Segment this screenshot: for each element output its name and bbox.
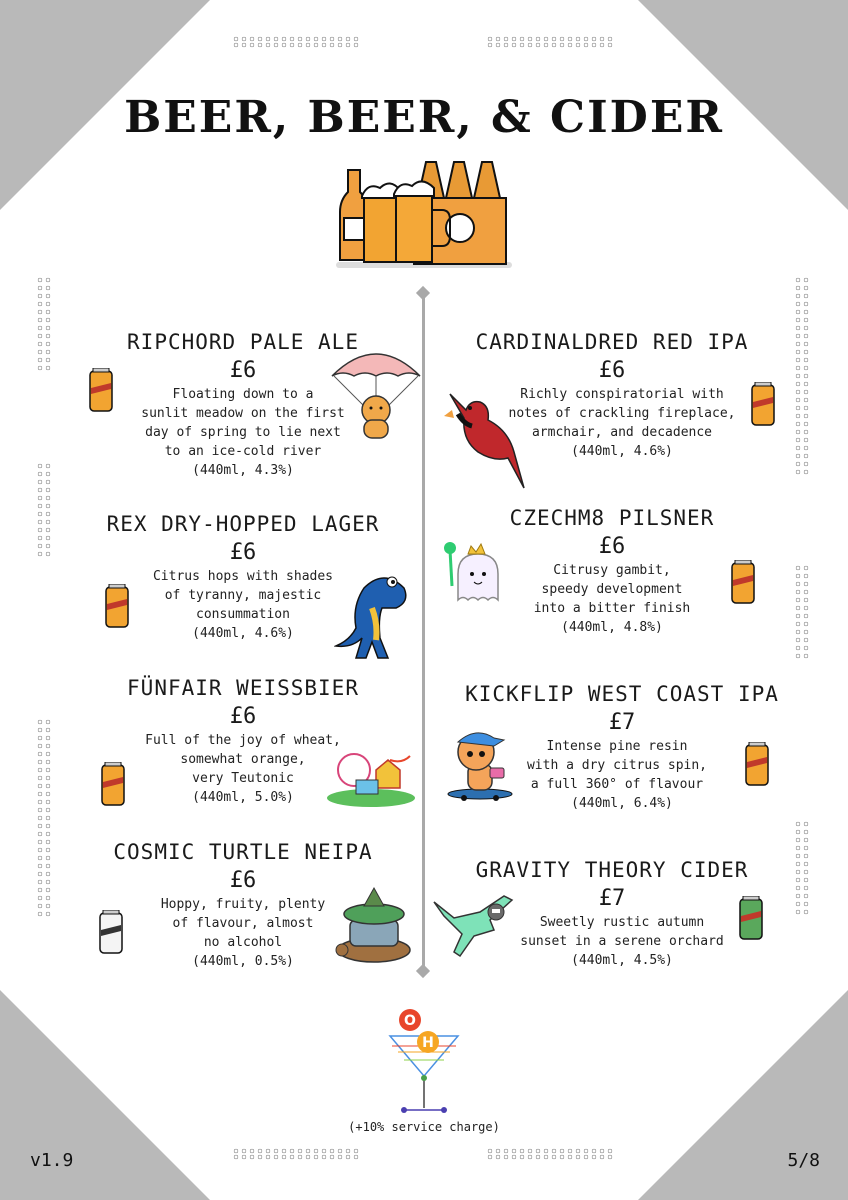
item-price: £6 [229,358,257,383]
item-spec: (440ml, 5.0%) [192,790,294,805]
item-description: Richly conspiratorial with notes of crackling fireplace, armchair, and decadence [508,387,736,440]
item-name: GRAVITY THEORY CIDER [475,858,749,882]
beer-can-icon [738,896,764,942]
item-price: £7 [598,886,626,911]
item-description: Floating down to a sunlit meadow on the first day of spring to lie next to an ice-cold river [141,387,345,459]
dot-pattern [794,564,810,660]
beer-can-icon [104,584,130,630]
logo-letter-o: O [404,1013,416,1029]
item-spec: (440ml, 4.5%) [571,953,673,968]
logo-letter-h: H [422,1035,434,1051]
item-spec: (440ml, 6.4%) [571,796,673,811]
item-spec: (440ml, 4.6%) [571,444,673,459]
funfair-icon [326,748,416,808]
dot-pattern [794,276,810,476]
item-description: Citrus hops with shades of tyranny, majestic consummation [152,569,333,622]
dot-pattern [36,276,52,372]
dot-pattern [794,820,810,916]
item-description: Sweetly rustic autumn sunset in a serene orchard [520,915,724,949]
item-spec: (440ml, 4.8%) [561,620,663,635]
item-price: £6 [229,704,257,729]
version-label: v1.9 [30,1150,74,1171]
item-name: CZECHM8 PILSNER [509,506,715,530]
dot-pattern [232,36,360,48]
item-price: £6 [598,534,626,559]
beer-crate-icon [334,158,514,270]
item-price: £6 [598,358,626,383]
beer-can-icon [730,560,756,606]
oh-logo-icon [384,1006,464,1118]
cardinal-bird-icon [442,388,526,492]
item-spec: (440ml, 4.6%) [192,626,294,641]
page-number: 5/8 [787,1150,820,1171]
skydiver-icon [430,888,520,958]
item-name: REX DRY-HOPPED LAGER [106,512,380,536]
item-name: RIPCHORD PALE ALE [127,330,359,354]
dot-pattern [486,36,614,48]
turtle-world-icon [334,884,414,966]
item-price: £6 [229,868,257,893]
item-name: KICKFLIP WEST COAST IPA [465,682,779,706]
service-charge-note: (+10% service charge) [348,1120,500,1134]
divider-diamond [416,964,430,978]
dinosaur-icon [334,568,414,666]
item-name: COSMIC TURTLE NEIPA [113,840,373,864]
dot-pattern [486,1148,614,1160]
dot-pattern [232,1148,360,1160]
ghost-king-icon [440,540,510,612]
dot-pattern [36,718,52,918]
beer-can-icon [100,762,126,808]
item-price: £6 [229,540,257,565]
item-price: £7 [608,710,636,735]
beer-can-icon [88,368,114,414]
item-spec: (440ml, 0.5%) [192,954,294,969]
item-description: Citrusy gambit, speedy development into a bitter finish [533,563,691,616]
beer-can-icon [750,382,776,428]
item-spec: (440ml, 4.3%) [192,463,294,478]
beer-can-icon [98,910,124,956]
parachute-bear-icon [328,346,424,446]
page-title: BEER, BEER, & CIDER [124,92,724,143]
skater-cat-icon [442,724,518,802]
item-description: Intense pine resin with a dry citrus spin, a full 360° of flavour [526,739,707,792]
item-description: Full of the joy of wheat, somewhat orange, very Teutonic [145,733,341,786]
item-name: FÜNFAIR WEISSBIER [127,676,359,700]
divider-diamond [416,286,430,300]
item-name: CARDINALDRED RED IPA [475,330,749,354]
beer-can-icon [744,742,770,788]
dot-pattern [36,462,52,558]
item-description: Hoppy, fruity, plenty of flavour, almost no alcohol [160,897,326,950]
